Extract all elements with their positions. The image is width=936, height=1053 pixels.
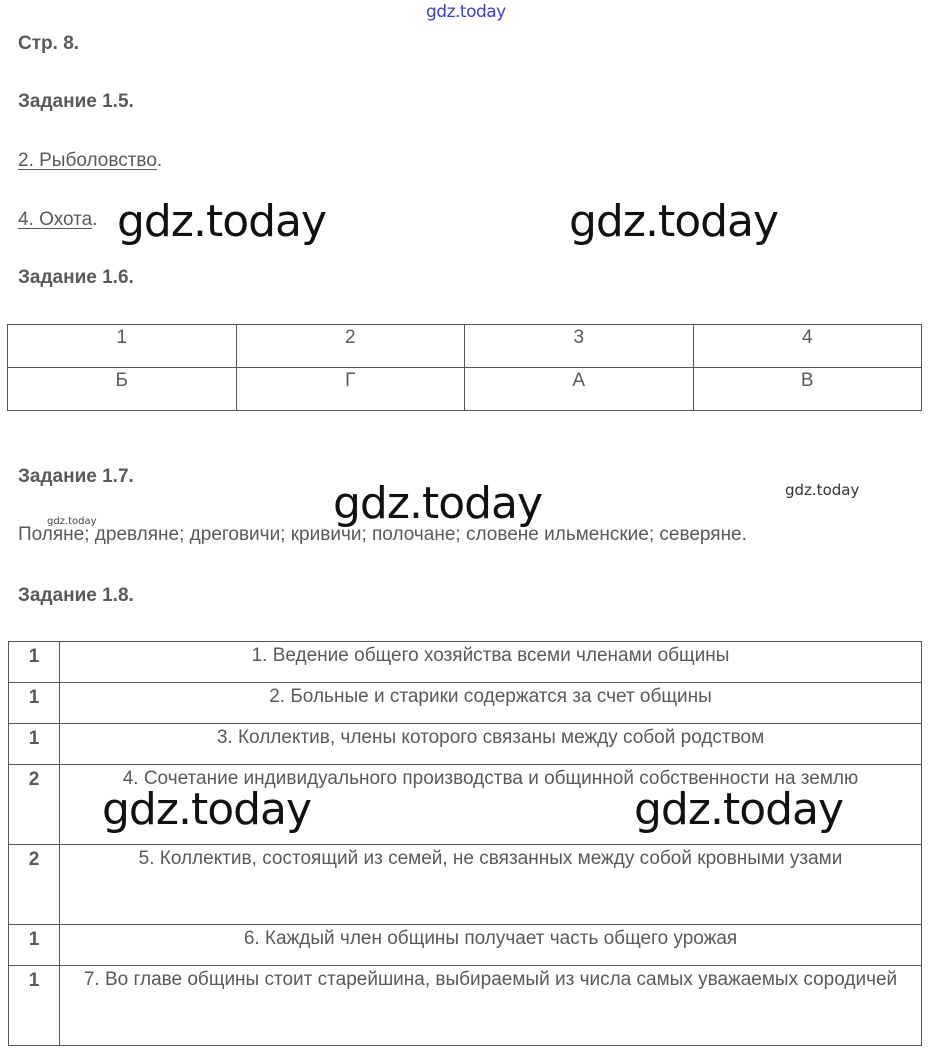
row-number: 2 xyxy=(9,765,60,845)
task-1-8-table xyxy=(8,641,922,1046)
table-cell: А xyxy=(465,368,694,411)
task-1-6-title: Задание 1.6. xyxy=(18,267,134,288)
task-1-7-title: Задание 1.7. xyxy=(18,466,134,487)
row-text xyxy=(60,845,922,925)
table-row xyxy=(9,845,922,925)
table-cell: В xyxy=(693,368,922,411)
row-text-content: 5. Коллектив, состоящий из семей, не связанных между собой кровными узами xyxy=(138,848,843,869)
answer-text: 2. Рыболовство xyxy=(18,150,157,171)
answer-tail: . xyxy=(92,209,98,230)
table-cell: 3 xyxy=(465,325,694,368)
task-1-5-answer-1 xyxy=(18,150,162,172)
table-row xyxy=(8,368,922,411)
table-cell: 1 xyxy=(8,325,237,368)
row-number: 1 xyxy=(9,966,60,1046)
row-number: 1 xyxy=(9,683,60,724)
row-number: 1 xyxy=(9,642,60,683)
watermark: gdz.today xyxy=(333,478,543,529)
row-text-content: 2. Больные и старики содержатся за счет общины xyxy=(269,686,712,707)
row-number: 2 xyxy=(9,845,60,925)
watermark: gdz.today xyxy=(102,784,312,835)
table-header-row xyxy=(8,325,922,368)
row-text-content: 6. Каждый член общины получает часть общего урожая xyxy=(243,928,738,949)
watermark: gdz.today xyxy=(117,196,327,247)
table-cell: 2 xyxy=(236,325,465,368)
task-1-6-table xyxy=(7,324,922,411)
page-label: Стр. 8. xyxy=(18,33,80,54)
table-row xyxy=(9,966,922,1046)
row-number: 1 xyxy=(9,724,60,765)
row-number: 1 xyxy=(9,925,60,966)
row-text-content: 7. Во главе общины стоит старейшина, выбираемый из числа самых уважаемых сородичей xyxy=(83,969,898,990)
task-1-7-text: Поляне; древляне; дреговичи; кривичи; полочане; словене ильменские; северяне. xyxy=(18,524,747,545)
watermark: gdz.today xyxy=(634,784,844,835)
table-cell: Г xyxy=(236,368,465,411)
task-1-5-answer-2 xyxy=(18,209,97,231)
task-1-5-title: Задание 1.5. xyxy=(18,91,134,112)
row-text-content: 3. Коллектив, члены которого связаны между собой родством xyxy=(216,727,765,748)
task-1-8-title: Задание 1.8. xyxy=(18,585,134,606)
watermark: gdz.today xyxy=(569,196,779,247)
watermark: gdz.today xyxy=(47,516,97,527)
watermark-top: gdz.today xyxy=(426,2,506,22)
table-cell: Б xyxy=(8,368,237,411)
row-text-content: 1. Ведение общего хозяйства всеми членами общины xyxy=(251,645,730,666)
answer-text: 4. Охота xyxy=(18,209,93,230)
answer-tail: . xyxy=(156,150,163,171)
row-text xyxy=(60,966,922,1046)
watermark: gdz.today xyxy=(785,481,860,499)
table-cell: 4 xyxy=(693,325,922,368)
row-text-content: 4. Сочетание индивидуального производства и общинной собственности на землю xyxy=(122,768,859,789)
